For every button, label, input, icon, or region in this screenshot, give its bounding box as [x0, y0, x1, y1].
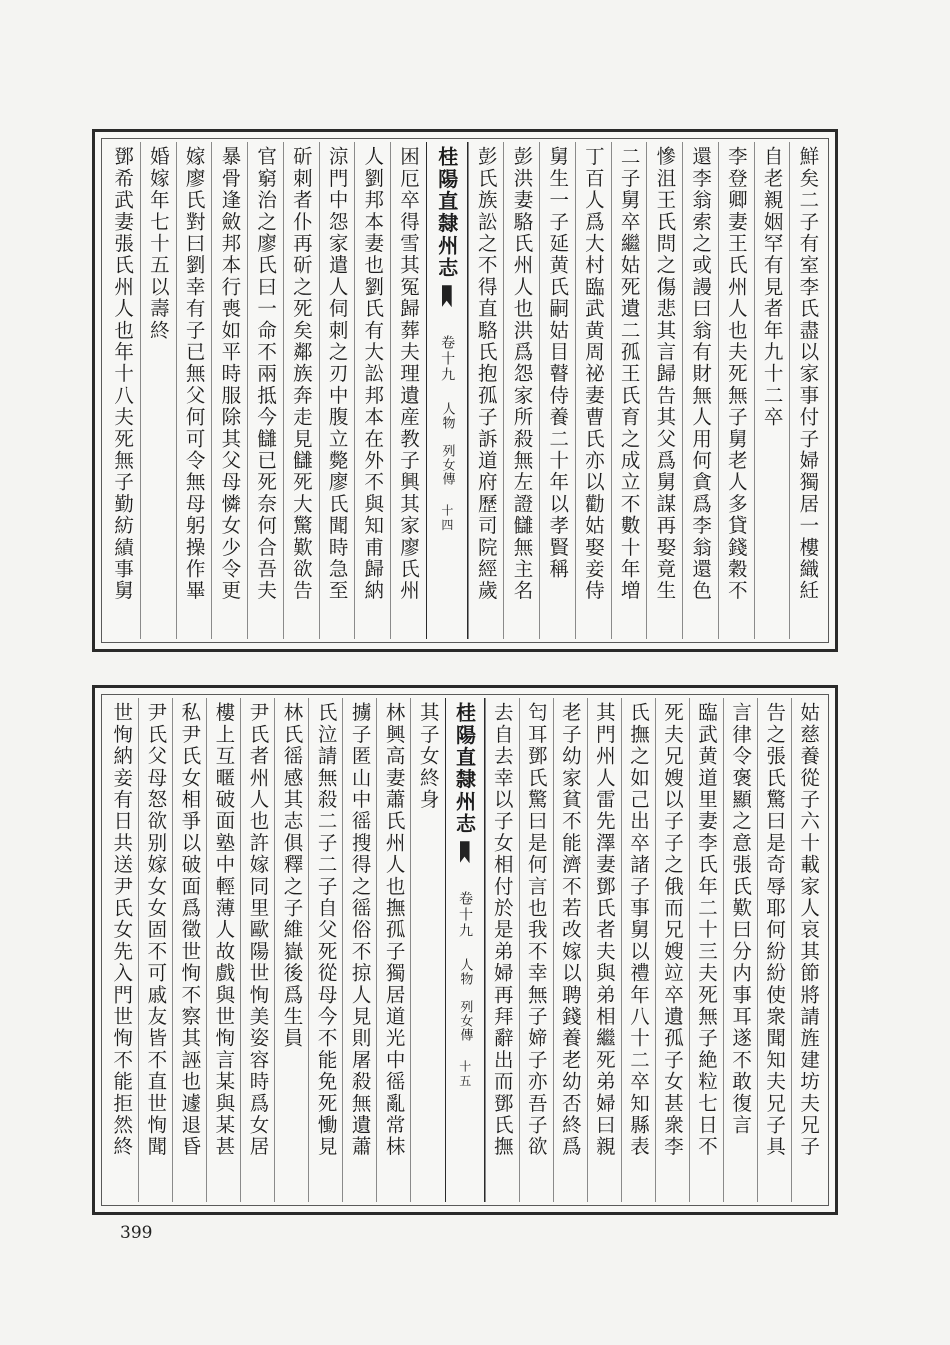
bottom-page-columns [105, 698, 825, 1202]
section-label: 人物 列女傳 [439, 401, 455, 486]
text-column: 彭氏族訟之不得直駱氏抱孤子訴道府歷司院經歲 [468, 142, 504, 639]
text-column: 慘沮王氏問之傷悲其言歸告其父爲舅謀再娶竟生 [646, 142, 682, 639]
text-column: 鮮矣二子有室李氏盡以家事付子婦獨居一樓織紝 [789, 142, 825, 639]
section-label: 人物 列女傳 [457, 957, 473, 1042]
text-column: 李登卿妻王氏州人也夫死無子舅老人多貸錢穀不 [718, 142, 754, 639]
text-column: 婚嫁年七十五以壽終 [140, 142, 176, 639]
text-column: 氏撫之如己出卒諸子事舅以禮年八十二卒知縣表 [621, 698, 655, 1202]
text-column: 二子舅卒繼姑死遺二孤王氏育之成立不數十年増 [611, 142, 647, 639]
fish-tail-mark [442, 285, 452, 307]
text-column: 擄子匿山中徭搜得之徭俗不掠人見則屠殺無遺蕭 [342, 698, 376, 1202]
text-column: 尹氏者州人也許嫁同里歐陽世恂美姿容時爲女居 [240, 698, 274, 1202]
leaf-number: 十五 [457, 1059, 472, 1089]
text-column: 困厄卒得雪其冤歸葬夫理遺産教子興其家廖氏州 [390, 142, 426, 639]
text-column: 樓上互暱破面塾中輕薄人故戲與世恂言某與某甚 [206, 698, 240, 1202]
book-title: 桂陽直隸州志 [452, 702, 477, 836]
text-column: 其子女終身 [410, 698, 444, 1202]
text-column: 私尹氏女相爭以破面爲徵世恂不察其誣也遽退昏 [172, 698, 206, 1202]
text-column: 去自去幸以子女相付於是弟婦再拜辭出而鄧氏撫 [485, 698, 519, 1202]
text-column: 林氏徭感其志俱釋之子維嶽後爲生員 [274, 698, 308, 1202]
volume-label: 卷十九 [439, 335, 456, 384]
text-column: 暴骨逢斂邦本行喪如平時服除其父母憐女少令更 [211, 142, 247, 639]
text-column: 斫刺者仆再斫之死矣鄰族奔走見讎死大驚歎欲告 [283, 142, 319, 639]
text-column: 臨武黄道里妻李氏年二十三夫死無子絶粒七日不 [689, 698, 723, 1202]
volume-label: 卷十九 [456, 891, 473, 940]
text-column: 官窮治之廖氏曰一命不兩抵今讎已死奈何合吾夫 [247, 142, 283, 639]
center-fold-column [445, 698, 485, 1202]
text-column: 涼門中怨家遣人伺刺之刃中腹立斃廖氏聞時急至 [319, 142, 355, 639]
leaf-number: 十四 [439, 503, 454, 533]
text-column: 自老親姻罕有見者年九十二卒 [754, 142, 790, 639]
text-column: 人劉邦本妻也劉氏有大訟邦本在外不與知甫歸納 [354, 142, 390, 639]
text-column: 舅生一子延黄氏嗣姑目瞽侍養二十年以孝賢稱 [539, 142, 575, 639]
text-column: 彭洪妻駱氏州人也洪爲怨家所殺無左證讎無主名 [503, 142, 539, 639]
top-page-columns [105, 142, 825, 639]
text-column: 言律令褒顯之意張氏歎曰分内事耳遂不敢復言 [723, 698, 757, 1202]
text-column: 姑慈養從子六十載家人哀其節將請旌建坊夫兄子 [791, 698, 825, 1202]
text-column: 丁百人爲大村臨武黄周祕妻曹氏亦以勸姑娶妾侍 [575, 142, 611, 639]
text-column: 鄧希武妻張氏州人也年十八夫死無子勤紡績事舅 [111, 146, 135, 602]
text-column: 告之張氏驚曰是奇辱耶何紛紛使衆聞知夫兄子具 [757, 698, 791, 1202]
center-fold-column [426, 142, 468, 639]
text-column: 其門州人雷先澤妻鄧氏者夫與弟相繼死弟婦曰親 [587, 698, 621, 1202]
book-title: 桂陽直隸州志 [434, 146, 459, 280]
text-column: 嫁廖氏對曰劉幸有子已無父何可令無母躬操作畢 [176, 142, 212, 639]
top-page-frame [92, 129, 838, 652]
text-column: 還李翁索之或謾曰翁有財無人用何貪爲李翁還色 [682, 142, 718, 639]
fish-tail-mark [460, 841, 470, 863]
text-column: 老子幼家貧不能濟不若改嫁以聘錢養老幼否終爲 [553, 698, 587, 1202]
text-column: 死夫兄嫂以子子之俄而兄嫂竝卒遺孤子女甚衆李 [655, 698, 689, 1202]
text-column: 林興高妻蕭氏州人也撫孤子獨居道光中徭亂常枺 [376, 698, 410, 1202]
bottom-page-frame [92, 685, 838, 1215]
page-number: 399 [120, 1223, 153, 1243]
text-column: 匄耳鄧氏驚曰是何言也我不幸無子媂子亦吾子欲 [519, 698, 553, 1202]
text-column: 氏泣請無殺二子二子自父死從母今不能免死慟見 [308, 698, 342, 1202]
text-column: 世恂納妾有日共送尹氏女先入門世恂不能拒然終 [110, 702, 134, 1158]
text-column: 尹氏父母怒欲别嫁女女固不可戚友皆不直世恂聞 [138, 698, 172, 1202]
